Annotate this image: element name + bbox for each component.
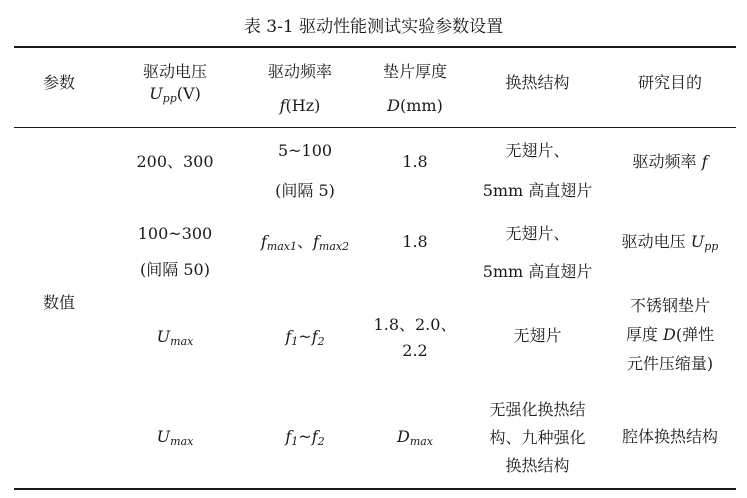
r1-frequency: 5~100 (间隔 5) — [275, 141, 335, 200]
header-structure: 换热结构 — [505, 73, 570, 92]
r4-purpose: 腔体换热结构 — [621, 427, 718, 446]
r3-voltage: $U_{max}$ — [156, 327, 194, 348]
table-top-rule — [14, 46, 736, 48]
row-label-values: 数值 — [42, 293, 75, 312]
header-purpose: 研究目的 — [637, 73, 702, 92]
header-voltage: 驱动电压 $U_{pp}(V)$ — [142, 62, 207, 105]
header-frequency: 驱动频率 f(Hz) — [267, 62, 332, 115]
header-param: 参数 — [42, 73, 75, 92]
table-caption: 表 3-1 驱动性能测试实验参数设置 — [243, 17, 504, 37]
r2-frequency: $f_{max1}$、$f_{max2}$ — [260, 232, 350, 253]
r4-structure: 无强化换热结 构、九种强化 换热结构 — [489, 400, 586, 475]
r1-thickness: 1.8 — [402, 152, 428, 171]
table-bottom-rule — [14, 488, 736, 490]
r4-thickness: $D_{max}$ — [396, 427, 434, 448]
r2-voltage: 100~300 (间隔 50) — [137, 224, 213, 279]
header-thickness: 垫片厚度 D(mm) — [382, 62, 447, 115]
r3-structure: 无翅片 — [513, 326, 562, 345]
r2-thickness: 1.8 — [402, 232, 428, 251]
r1-voltage: 200、300 — [136, 152, 214, 171]
table-header-rule — [14, 127, 736, 128]
r4-frequency: $f_1\sim f_2$ — [285, 427, 325, 448]
r1-structure: 无翅片、 5mm 高直翅片 — [482, 141, 593, 200]
r4-voltage: $U_{max}$ — [156, 427, 194, 448]
r2-structure: 无翅片、 5mm 高直翅片 — [482, 224, 593, 281]
r3-frequency: $f_1\sim f_2$ — [285, 327, 325, 348]
r2-purpose: 驱动电压 $U_{pp}$ — [621, 232, 719, 253]
r3-purpose: 不锈钢垫片 厚度 D(弹性 元件压缩量) — [625, 296, 715, 373]
r3-thickness: 1.8、2.0、 2.2 — [373, 315, 457, 360]
r1-purpose: 驱动频率 f — [632, 152, 708, 171]
